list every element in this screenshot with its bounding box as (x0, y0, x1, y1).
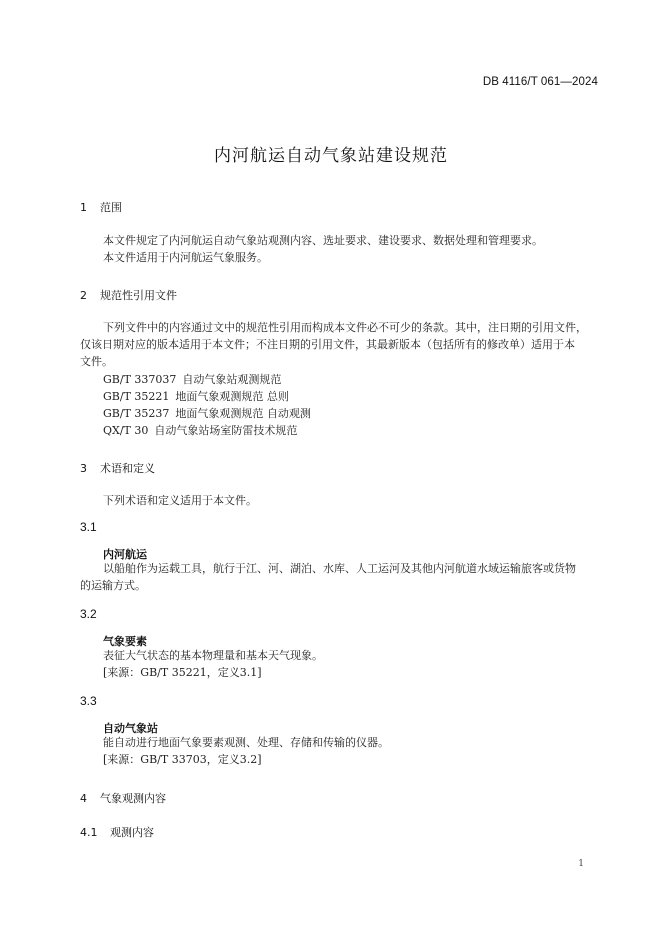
term-definition-line-2: 的运输方式。 (80, 579, 146, 592)
section-2-para-line-1: 下列文件中的内容通过文中的规范性引用而构成本文件必不可少的条款。其中，注日期的引用文件， (103, 321, 587, 334)
reference-item (103, 372, 281, 388)
section-number: 2 (80, 289, 87, 302)
term-number: 3.3 (80, 694, 97, 708)
reference-name: 自动气象站观测规范 (182, 373, 282, 386)
term-number: 3.1 (80, 520, 97, 534)
reference-item (103, 406, 311, 422)
term-name: 内河航运 (103, 548, 147, 561)
reference-code: GB/T 35237 (103, 407, 170, 420)
section-1-para-2: 本文件适用于内河航运气象服务。 (103, 251, 268, 264)
section-2-para-line-2: 仅该日期对应的版本适用于本文件；不注日期的引用文件，其最新版本（包括所有的修改单）适用于本 (80, 338, 575, 351)
section-number: 3 (80, 462, 87, 475)
reference-code: GB/T 35221 (103, 390, 170, 403)
reference-code: GB/T 337037 (103, 373, 177, 386)
term-name: 自动气象站 (103, 722, 158, 735)
reference-name: 地面气象观测规范 自动观测 (175, 407, 311, 420)
term-number: 3.2 (80, 607, 97, 621)
subsection-number: 4.1 (80, 826, 98, 839)
section-title: 范围 (100, 201, 122, 214)
section-title: 规范性引用文件 (100, 289, 177, 302)
term-definition-line-1: 能自动进行地面气象要素观测、处理、存储和传输的仪器。 (103, 736, 389, 749)
reference-code: QX/T 30 (103, 424, 149, 437)
section-number: 4 (80, 792, 87, 805)
term-definition-line-1: 表征大气状态的基本物理量和基本天气现象。 (103, 649, 323, 662)
standard-code: DB 4116/T 061—2024 (482, 76, 598, 88)
section-3-heading (80, 460, 155, 476)
term-definition-line-1: 以船舶作为运载工具，航行于江、河、湖泊、水库、人工运河及其他内河航道水域运输旅客或货物 (103, 562, 576, 575)
section-4-heading (80, 790, 166, 806)
section-2-para-line-3: 文件。 (80, 355, 113, 368)
section-3-intro: 下列术语和定义适用于本文件。 (103, 494, 257, 507)
term-source: [来源：GB/T 35221，定义3.1] (103, 666, 262, 679)
term-name: 气象要素 (103, 635, 147, 648)
section-title: 术语和定义 (100, 462, 155, 475)
section-number: 1 (80, 201, 87, 214)
section-2-heading (80, 287, 177, 303)
reference-item (103, 389, 289, 405)
document-title: 内河航运自动气象站建设规范 (214, 146, 448, 166)
section-title: 气象观测内容 (100, 792, 166, 805)
subsection-title: 观测内容 (110, 826, 154, 839)
page-number: 1 (578, 859, 584, 869)
reference-name: 自动气象站场室防雷技术规范 (154, 424, 298, 437)
reference-name: 地面气象观测规范 总则 (175, 390, 289, 403)
reference-item (103, 423, 297, 439)
section-1-para-1: 本文件规定了内河航运自动气象站观测内容、选址要求、建设要求、数据处理和管理要求。 (103, 234, 543, 247)
term-source: [来源：GB/T 33703，定义3.2] (103, 753, 262, 766)
subsection-4-1-heading (80, 824, 154, 840)
section-1-heading (80, 199, 122, 215)
